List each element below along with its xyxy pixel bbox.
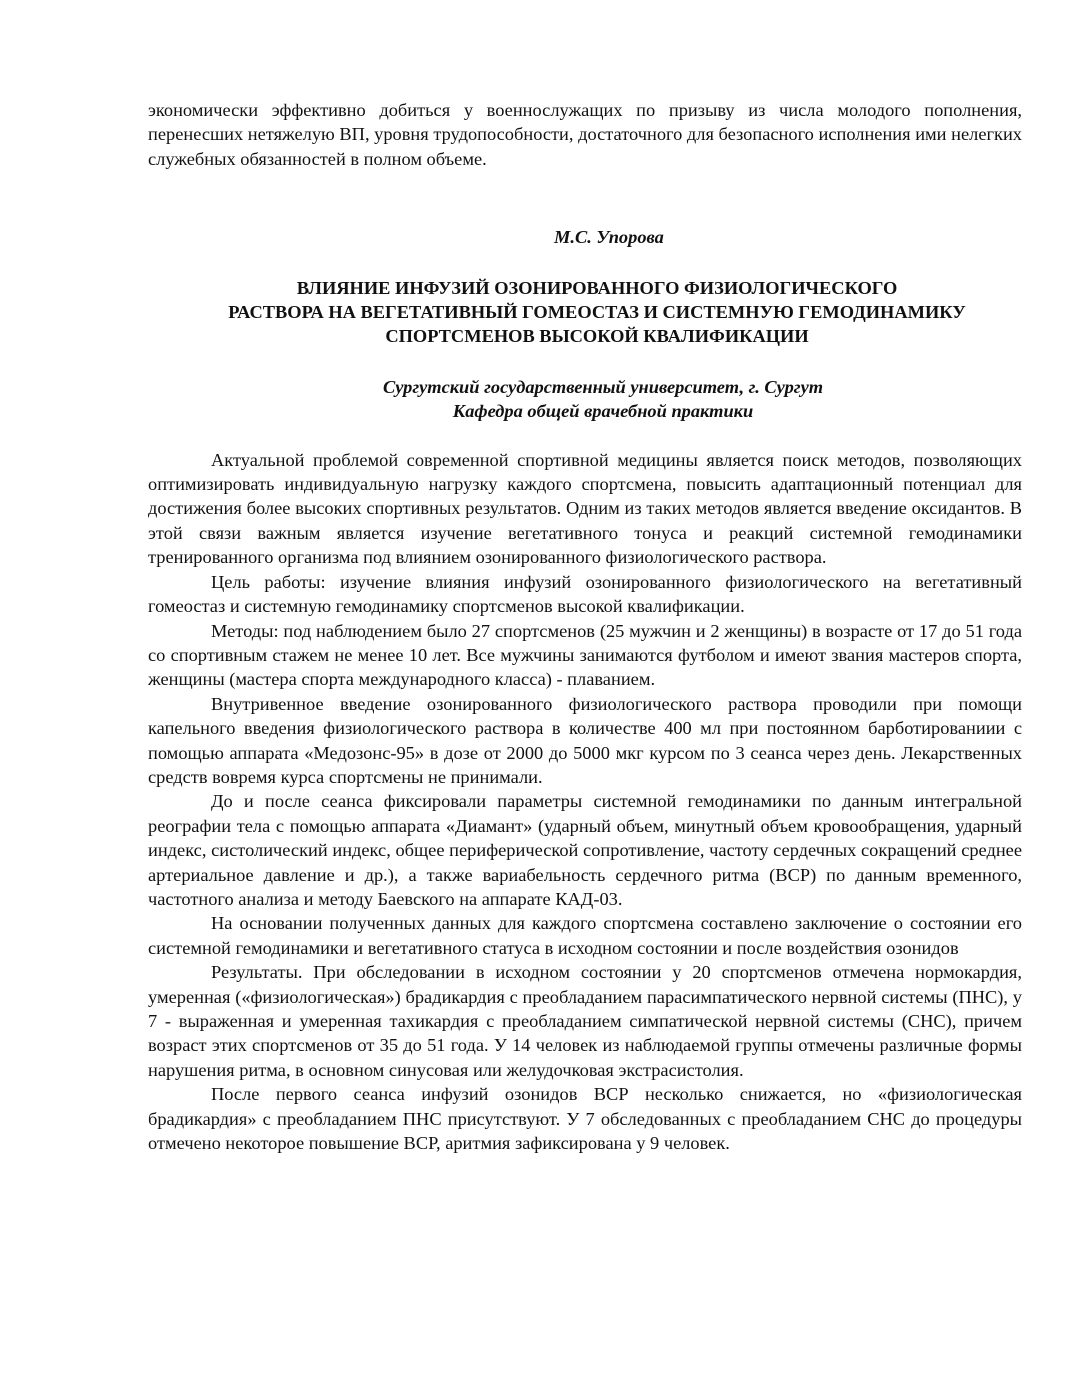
paragraph-conclusion-basis: На основании полученных данных для каждого спортсмена составлено заключение о состоянии его системной гемодинамики и вегетативного статуса в исходном состоянии и после воздействия озонидов bbox=[148, 913, 1022, 958]
paragraph-aim: Цель работы: изучение влияния инфузий озонированного физиологического на вегетативный гомеостаз и системную гемодинамику спортсменов высокой квалификации. bbox=[148, 571, 1022, 617]
author-name: М.С. Упорова bbox=[554, 227, 664, 248]
document-page bbox=[148, 98, 1022, 1155]
affiliation bbox=[148, 375, 1022, 424]
paragraph-procedure: Внутривенное введение озонированного физиологического раствора проводили при помощи капельного введения физиологического раствора в количестве 400 мл при постоянном барботированиии с помощью аппарата «Медозонс-95» в дозе от 2000 до 5000 мкг курсом по 3 сеанса через день. Лекарственных средств вовремя курса спортсмены не принимали. bbox=[148, 693, 1022, 787]
title-line: СПОРТСМЕНОВ ВЫСОКОЙ КВАЛИФИКАЦИИ bbox=[385, 326, 809, 347]
intro-fragment: экономически эффективно добиться у военнослужащих по призыву из числа молодого пополнения, перенесших нетяжелую ВП, уровня трудопособности, достаточного для безопасного исполнения ими нелегких служебных обязанностей в полном объеме. bbox=[148, 100, 1022, 169]
title-line: ВЛИЯНИЕ ИНФУЗИЙ ОЗОНИРОВАННОГО ФИЗИОЛОГИЧЕСКОГО bbox=[296, 277, 898, 298]
article-title bbox=[148, 276, 1022, 349]
affiliation-university: Сургутский государственный университет, г. Сургут bbox=[382, 376, 824, 397]
article-body bbox=[148, 448, 1022, 1156]
affiliation-department: Кафедра общей врачебной практики bbox=[452, 401, 754, 422]
paragraph-measurements: До и после сеанса фиксировали параметры системной гемодинамики по данным интегральной реографии тела с помощью аппарата «Диамант» (ударный объем, минутный объем кровообращения, ударный индекс, систолический индекс, общее периферической сопротивление, частоту сердечных сокращений среднее артериальное давление и др.), а также вариабельность сердечного ритма (ВСР) по данным временного, частотного анализа и методу Баевского на аппарате КАД-03. bbox=[148, 791, 1022, 909]
paragraph-methods: Методы: под наблюдением было 27 спортсменов (25 мужчин и 2 женщины) в возрасте от 17 до 51 года со спортивным стажем не менее 10 лет. Все мужчины занимаются футболом и имеют звания мастеров спорта, женщины (мастера спорта международного класса) - плаванием. bbox=[148, 620, 1022, 690]
paragraph-intro: Актуальной проблемой современной спортивной медицины является поиск методов, позволяющих оптимизировать индивидуальную нагрузку каждого спортсмена, повысить адаптационный потенциал для достижения более высоких спортивных результатов. Одним из таких методов является введение оксидантов. В этой связи важным является изучение вегетативного тонуса и реакций системной гемодинамики тренированного организма под влиянием озонированного физиологического раствора. bbox=[148, 449, 1022, 568]
title-line: РАСТВОРА НА ВЕГЕТАТИВНЫЙ ГОМЕОСТАЗ И СИСТЕМНУЮ ГЕМОДИНАМИКУ bbox=[228, 302, 966, 323]
paragraph-after-first-session: После первого сеанса инфузий озонидов ВСР несколько снижается, но «физиологическая брадикардия» с преобладанием ПНС присутствуют. У 7 обследованных с преобладанием СНС до процедуры отмечено некоторое повышение ВСР, аритмия зафиксирована у 9 человек. bbox=[148, 1084, 1022, 1154]
paragraph-results: Результаты. При обследовании в исходном состоянии у 20 спортсменов отмечена нормокардия, умеренная («физиологическая») брадикардия с преобладанием парасимпатического нервной системы (ПНС), у 7 - выраженная и умеренная тахикардия с преобладанием симпатической нервной системы (СНС), причем возраст этих спортсменов от 35 до 51 года. У 14 человек из наблюдаемой группы отмечены различные формы нарушения ритма, в основном синусовая или желудочковая экстрасистолия. bbox=[148, 962, 1022, 1080]
